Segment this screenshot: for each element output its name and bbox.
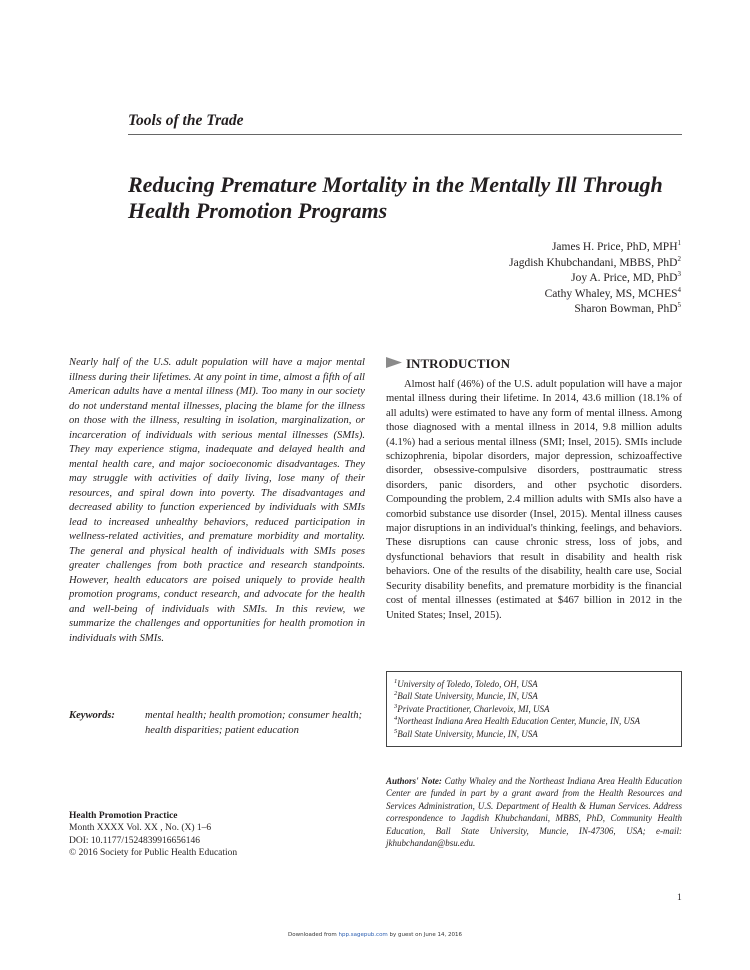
author-line	[509, 287, 681, 303]
affiliation-number: 2	[394, 690, 398, 698]
affiliation-item	[394, 703, 674, 715]
authors-note-text: Cathy Whaley and the Northeast Indiana Area Health Education Center are funded in part by a grant award from the Health Resources and Services Administration, U.S. Department of Health & Human Services. Address correspondence to Jagdish Khubchandani, MBBS, PhD, Community Health Education, Ball State University, Muncie, IN-47306, USA; e-mail: jkhubchandan@bsu.edu.	[386, 776, 683, 849]
author-name: Sharon Bowman, PhD	[574, 303, 678, 315]
article-title: Reducing Premature Mortality in the Mentally Ill Through Health Promotion Programs	[128, 172, 663, 223]
affiliation-text: Ball State University, Muncie, IN, USA	[397, 728, 538, 739]
section-label: Tools of the Trade	[128, 112, 244, 129]
author-name: Joy A. Price, MD, PhD	[571, 272, 678, 284]
affiliation-item	[394, 678, 674, 690]
keywords	[69, 709, 365, 738]
introduction-body: Almost half (46%) of the U.S. adult population will have a major mental illness during their lifetime. In 2014, 43.6 million (18.1% of all adults) were estimated to have any form of mental illness. Among those diagnosed with a mental illness in 2014, 9.8 million adults (4.1%) had a serious mental illness (SMI; Insel, 2015). SMIs include schizophrenia, bipolar disorders, major depression, schizoaffective disorder, obsessive-compulsive disorders, posttraumatic stress disorders, panic disorders, and other psychotic disorders. Compounding the problem, 2.4 million adults with SMIs also have a comorbid substance use disorder (Insel, 2015). Mental illness causes major disruptions in an individual's thinking, feelings, and behaviors. These disruptions can cause chronic stress, loss of jobs, and dysfunctional behaviors that result in disability and health risk behaviors. One of the results of the disability, health care use, Social Security disability benefits, and premature morbidity is the financial cost of mental illnesses (estimated at $467 billion in 2012 in the United States; Insel, 2015).	[386, 379, 682, 621]
section-divider	[128, 134, 682, 135]
author-line	[509, 271, 681, 287]
author-name: James H. Price, PhD, MPH	[551, 241, 678, 253]
journal-name: Health Promotion Practice	[69, 811, 178, 821]
author-list	[509, 240, 681, 318]
affiliation-item	[394, 715, 674, 727]
download-suffix: by guest on June 14, 2016	[389, 932, 462, 938]
affiliations-box	[386, 671, 682, 747]
affiliation-text: Ball State University, Muncie, IN, USA	[397, 691, 538, 702]
author-line	[509, 302, 681, 318]
affiliation-text: University of Toledo, Toledo, OH, USA	[397, 679, 538, 689]
authors-note-label: Authors' Note:	[386, 776, 442, 786]
affiliation-number: 3	[394, 702, 398, 710]
keywords-label: Keywords:	[69, 710, 115, 721]
page-number: 1	[677, 893, 682, 903]
section-arrow-icon	[386, 356, 402, 372]
journal-issue: Month XXXX Vol. XX , No. (X) 1–6	[69, 823, 212, 834]
author-line	[509, 240, 681, 256]
journal-info	[69, 810, 237, 860]
author-affiliation-mark: 3	[677, 270, 681, 278]
affiliation-text: Private Practitioner, Charlevoix, MI, USA	[397, 703, 550, 714]
keywords-text: mental health; health promotion; consumer health; health disparities; patient education	[145, 710, 363, 736]
author-affiliation-mark: 1	[677, 239, 681, 247]
download-prefix: Downloaded from	[287, 932, 337, 938]
author-affiliation-mark: 2	[677, 254, 681, 263]
affiliation-item	[394, 690, 674, 702]
affiliation-text: Northeast Indiana Area Health Education Center, Muncie, IN, USA	[397, 716, 640, 727]
author-affiliation-mark: 5	[677, 301, 681, 309]
download-notice	[0, 932, 750, 938]
affiliation-item	[394, 728, 674, 740]
affiliation-number: 1	[394, 678, 398, 685]
author-name: Cathy Whaley, MS, MCHES	[544, 287, 678, 300]
author-affiliation-mark: 4	[677, 285, 681, 294]
journal-copyright: © 2016 Society for Public Health Education	[69, 848, 238, 859]
affiliation-number: 4	[394, 715, 398, 723]
journal-doi: DOI: 10.1177/1524839916656146	[69, 835, 201, 846]
author-line	[509, 256, 681, 272]
introduction-heading-text: INTRODUCTION	[406, 356, 511, 371]
introduction-heading	[386, 356, 510, 372]
abstract: Nearly half of the U.S. adult population will have a major mental illness during their lifetimes. At any point in time, almost a fifth of all American adults have a mental illness (MI). Too many in our society do not understand mental illnesses, placing the blame for the illness on those with the illness, resulting in isolation, marginalization, or incarceration of individuals with serious mental illnesses (SMIs). They may experience stigma, inadequate and delayed health and mental health care, and major socioeconomic disadvantages. They may struggle with activities of daily living, lose many of their resources, and spiral down into poverty. The disadvantages and decreased ability to function experienced by individuals with SMIs lead to increased unhealthy behaviors, reduced participation in wellness-related activities, and premature morbidity and mortality. The general and physical health of individuals with SMIs poses greater challenges from both practice and research standpoints. However, health educators are poised uniquely to provide health promotion programs, conduct research, and advocate for the health and well-being of individuals with SMIs. In this review, we summarize the challenges and opportunities for health promotion in individuals with SMIs.	[69, 357, 365, 644]
download-link[interactable]: hpp.sagepub.com	[338, 932, 388, 938]
authors-note	[386, 775, 682, 849]
affiliation-number: 5	[394, 727, 398, 735]
author-name: Jagdish Khubchandani, MBBS, PhD	[509, 256, 678, 269]
